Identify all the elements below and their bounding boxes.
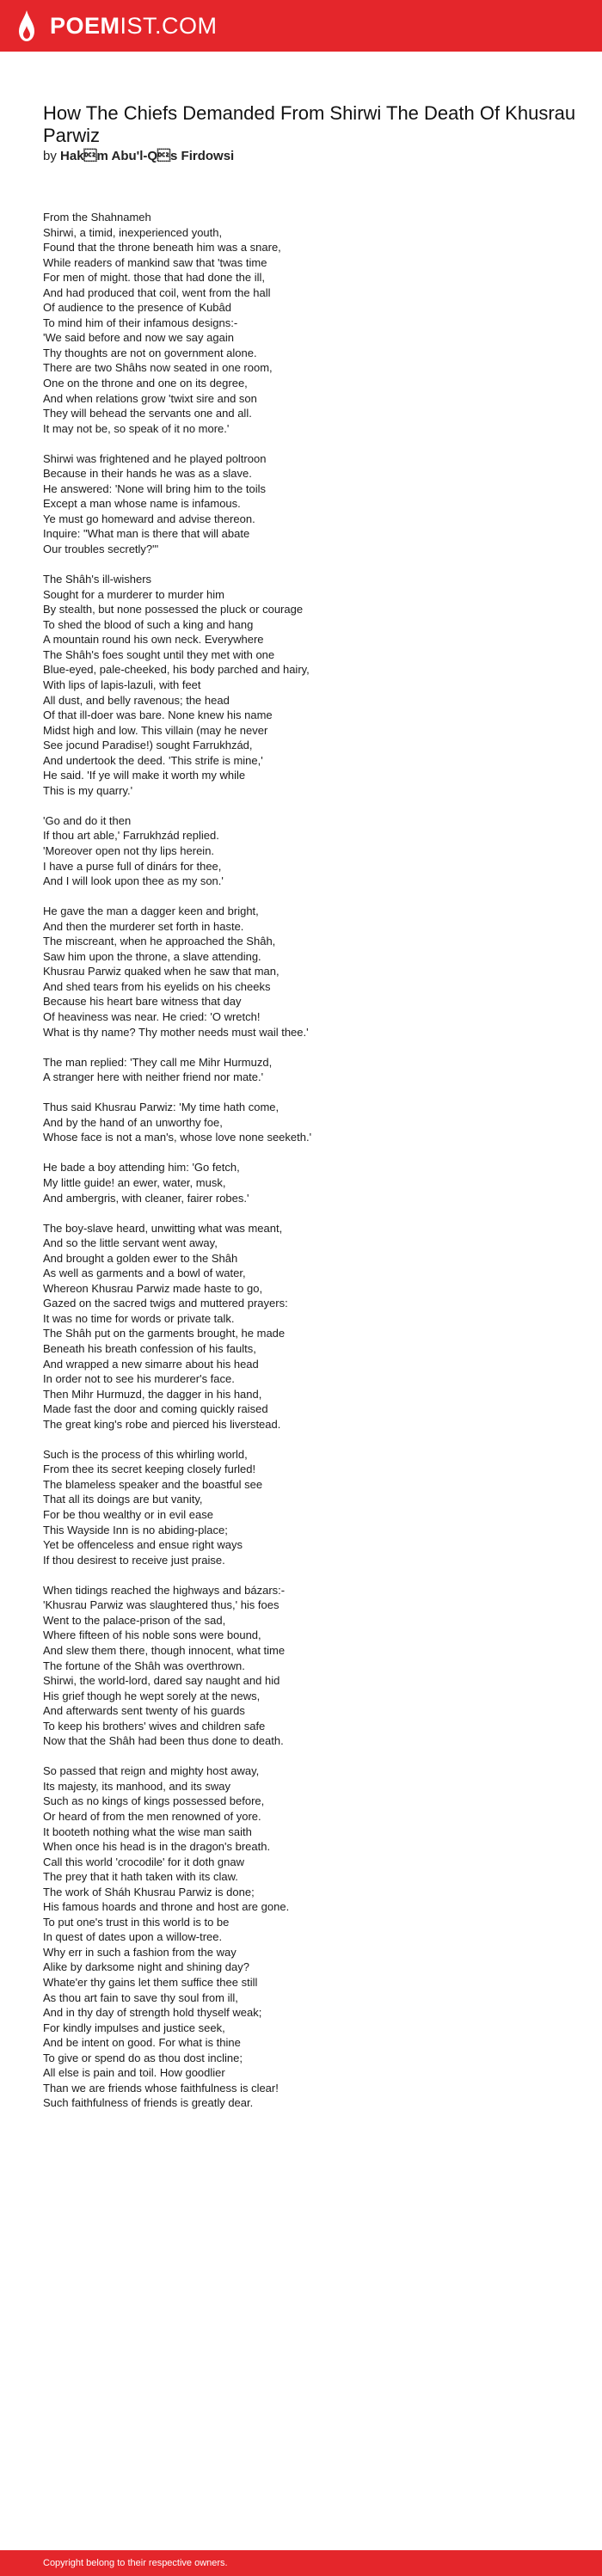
poem-line: Midst high and low. This villain (may he never (43, 723, 268, 737)
poem-stanza (43, 572, 576, 798)
poem-line: The man replied: 'They call me Mihr Hurmuzd, (43, 1055, 273, 1069)
poem-line: Went to the palace-prison of the sad, (43, 1613, 226, 1627)
poem-stanza (43, 1583, 576, 1749)
poem-line: Inquire: "What man is there that will abate (43, 527, 250, 541)
poem-line: When once his head is in the dragon's breath. (43, 1840, 271, 1854)
poem-line: Shirwi, a timid, inexperienced youth, (43, 225, 223, 239)
site-header (0, 0, 602, 52)
poem-line: The great king's robe and pierced his liverstead. (43, 1417, 281, 1431)
poem-line: Or heard of from the men renowned of yore. (43, 1809, 261, 1823)
poem-line: By stealth, but none possessed the pluck or courage (43, 603, 304, 616)
copyright-text: Copyright belong to their respective owners. (43, 2558, 228, 2568)
poem-line: The fortune of the Shâh was overthrown. (43, 1659, 245, 1672)
poem-line: Of that ill-doer was bare. None knew his name (43, 708, 273, 722)
poem-line: From the Shahnameh (43, 211, 151, 224)
poem-line: For be thou wealthy or in evil ease (43, 1508, 213, 1522)
logo-bold-text: POEM (50, 13, 120, 39)
poem-line: Because his heart bare witness that day (43, 995, 242, 1009)
site-footer (0, 2550, 602, 2576)
poem-stanza (43, 904, 576, 1040)
poem-line: It may not be, so speak of it no more.' (43, 421, 230, 435)
poem-line: To mind him of their infamous designs:- (43, 316, 238, 329)
poem-line: One on the throne and one on its degree, (43, 377, 248, 390)
poem-line: Because in their hands he was as a slave. (43, 467, 252, 481)
poem-stanza (43, 1100, 576, 1145)
poem-stanza (43, 451, 576, 557)
poem-line: Blue-eyed, pale-cheeked, his body parched and hairy, (43, 663, 310, 677)
poem-line: My little guide! an ewer, water, musk, (43, 1176, 226, 1189)
poem-line: Yet be offenceless and ensue right ways (43, 1538, 243, 1552)
poem-line: They will behead the servants one and all. (43, 407, 252, 420)
poem-stanza (43, 813, 576, 889)
poem-line: 'Khusrau Parwiz was slaughtered thus,' his foes (43, 1598, 280, 1612)
poem-line: His famous hoards and throne and host are gone. (43, 1900, 290, 1914)
poem-line: A mountain round his own neck. Everywhere (43, 633, 264, 647)
poem-line: And brought a golden ewer to the Shâh (43, 1251, 238, 1265)
poem-line: Such is the process of this whirling world, (43, 1447, 248, 1461)
poem-line: Ye must go homeward and advise thereon. (43, 512, 255, 525)
poem-title: How The Chiefs Demanded From Shirwi The Death Of Khusrau Parwiz (43, 102, 576, 146)
poem-line: See jocund Paradise!) sought Farrukhzád, (43, 739, 253, 752)
poem-line: 'We said before and now we say again (43, 331, 234, 345)
poem-line: There are two Shâhs now seated in one room, (43, 361, 273, 375)
poem-line: Of heaviness was near. He cried: 'O wretch! (43, 1009, 261, 1023)
poem-line: Its majesty, its manhood, and its sway (43, 1779, 230, 1793)
poem-stanza (43, 1160, 576, 1205)
poem-line: All dust, and belly ravenous; the head (43, 693, 230, 707)
poem-line: Our troubles secretly?"' (43, 543, 159, 556)
poem-line: For kindly impulses and justice seek, (43, 2021, 225, 2034)
poem-line: Whereon Khusrau Parwiz made haste to go, (43, 1281, 263, 1295)
poem-line: Khusrau Parwiz quaked when he saw that man, (43, 965, 280, 978)
poem-line: And shed tears from his eyelids on his cheeks (43, 979, 271, 993)
poem-line: I have a purse full of dinárs for thee, (43, 859, 222, 873)
author-link[interactable]: Hakm Abu'l-Qs Firdowsi (60, 149, 235, 163)
poem-line: In order not to see his murderer's face. (43, 1372, 235, 1386)
poem-line: Where fifteen of his noble sons were bound, (43, 1628, 261, 1642)
poem-line: And wrapped a new simarre about his head (43, 1357, 259, 1371)
poem-line: When tidings reached the highways and bázars:- (43, 1583, 286, 1597)
poem-line: His grief though he wept sorely at the news, (43, 1689, 261, 1702)
poem-line: Than we are friends whose faithfulness is clear! (43, 2081, 279, 2095)
poem-body (43, 210, 576, 2125)
poem-line: While readers of mankind saw that 'twas time (43, 255, 267, 269)
poem-line: Now that the Shâh had been thus done to death. (43, 1734, 284, 1748)
poem-line: In quest of dates upon a willow-tree. (43, 1930, 223, 1944)
site-logo[interactable] (50, 12, 218, 40)
poem-line: What is thy name? Thy mother needs must wail thee.' (43, 1025, 309, 1039)
poem-line: The prey that it hath taken with its claw. (43, 1870, 238, 1884)
poem-line: Whose face is not a man's, whose love none seeketh.' (43, 1131, 312, 1144)
poem-stanza (43, 1763, 576, 2111)
poem-stanza (43, 210, 576, 436)
poem-line: As well as garments and a bowl of water, (43, 1267, 246, 1280)
poem-line: Of audience to the presence of Kubâd (43, 301, 231, 315)
poem-line: And slew them there, though innocent, what time (43, 1643, 286, 1657)
byline-prefix: by (43, 149, 57, 163)
poem-line: Found that the throne beneath him was a snare, (43, 241, 281, 255)
poem-line: He bade a boy attending him: 'Go fetch, (43, 1161, 240, 1175)
poem-line: A stranger here with neither friend nor mate.' (43, 1070, 264, 1084)
poem-line: If thou art able,' Farrukhzád replied. (43, 829, 219, 843)
poem-line: The Shâh's ill-wishers (43, 573, 152, 586)
poem-line: And then the murderer set forth in haste. (43, 919, 244, 933)
poem-line: And afterwards sent twenty of his guards (43, 1704, 245, 1718)
poem-line: 'Go and do it then (43, 813, 132, 827)
poem-line: And ambergris, with cleaner, fairer robes.' (43, 1191, 249, 1205)
poem-line: And when relations grow 'twixt sire and son (43, 391, 257, 405)
poem-line: Alike by darksome night and shining day? (43, 1960, 249, 1974)
poem-line: And I will look upon thee as my son.' (43, 874, 224, 888)
poem-line: Shirwi was frightened and he played poltroon (43, 451, 267, 465)
poem-line: Call this world 'crocodile' for it doth gnaw (43, 1855, 245, 1868)
logo-light-text: IST.COM (120, 13, 218, 39)
poem-line: The Shâh's foes sought until they met with one (43, 647, 275, 661)
poem-line: This is my quarry.' (43, 783, 133, 797)
poem-line: To give or spend do as thou dost incline; (43, 2051, 243, 2064)
poem-line: From thee its secret keeping closely furled! (43, 1463, 256, 1476)
poem-line: Such as no kings of kings possessed before, (43, 1794, 265, 1808)
poem-line: 'Moreover open not thy lips herein. (43, 843, 215, 857)
poem-line: And in thy day of strength hold thyself weak; (43, 2006, 262, 2020)
poem-line: The blameless speaker and the boastful see (43, 1477, 263, 1491)
byline (43, 148, 234, 165)
poem-line: The boy-slave heard, unwitting what was meant, (43, 1221, 283, 1235)
poem-line: Beneath his breath confession of his faults, (43, 1342, 256, 1356)
poem-line: Gazed on the sacred twigs and muttered prayers: (43, 1297, 288, 1310)
poem-line: He gave the man a dagger keen and bright, (43, 905, 259, 918)
poem-line: Shirwi, the world-lord, dared say naught and hid (43, 1674, 280, 1688)
poem-line: Saw him upon the throne, a slave attending. (43, 949, 261, 963)
poem-line: To shed the blood of such a king and hang (43, 617, 254, 631)
poem-line: Sought for a murderer to murder him (43, 587, 224, 601)
poem-line: Then Mihr Hurmuzd, the dagger in his hand, (43, 1387, 262, 1401)
poem-line: The miscreant, when he approached the Shâh, (43, 935, 276, 948)
poem-line: He answered: 'None will bring him to the toils (43, 481, 266, 495)
poem-stanza (43, 1055, 576, 1085)
poem-line: And undertook the deed. 'This strife is mine,' (43, 753, 263, 767)
poem-line: All else is pain and toil. How goodlier (43, 2066, 225, 2080)
poem-stanza (43, 1221, 576, 1432)
poem-line: For men of might. those that had done the ill, (43, 271, 265, 285)
poem-line: Such faithfulness of friends is greatly dear. (43, 2096, 254, 2110)
poem-line: Made fast the door and coming quickly raised (43, 1402, 268, 1416)
poem-line: Thy thoughts are not on government alone. (43, 346, 257, 359)
poem-line: The Shâh put on the garments brought, he made (43, 1327, 286, 1340)
poem-line: That all its doings are but vanity, (43, 1493, 203, 1506)
poem-line: To keep his brothers' wives and children safe (43, 1719, 266, 1733)
poem-line: So passed that reign and mighty host away, (43, 1764, 260, 1778)
ink-drop-icon[interactable] (14, 9, 40, 43)
poem-line: To put one's trust in this world is to be (43, 1915, 230, 1929)
poem-line: The work of Sháh Khusrau Parwiz is done; (43, 1885, 255, 1898)
poem-line: And so the little servant went away, (43, 1236, 218, 1250)
poem-line: Except a man whose name is infamous. (43, 497, 241, 511)
poem-stanza (43, 1447, 576, 1567)
poem-line: With lips of lapis-lazuli, with feet (43, 678, 201, 691)
poem-line: And had produced that coil, went from the hall (43, 285, 271, 299)
poem-line: If thou desirest to receive just praise. (43, 1553, 225, 1567)
poem-line: Whate'er thy gains let them suffice thee still (43, 1975, 258, 1989)
poem-line: And be intent on good. For what is thine (43, 2036, 241, 2050)
poem-line: Thus said Khusrau Parwiz: 'My time hath come, (43, 1101, 280, 1114)
poem-line: It booteth nothing what the wise man saith (43, 1825, 252, 1838)
poem-line: As thou art fain to save thy soul from ill, (43, 1990, 238, 2004)
poem-line: Why err in such a fashion from the way (43, 1945, 236, 1959)
poem-line: This Wayside Inn is no abiding-place; (43, 1523, 228, 1536)
poem-line: He said. 'If ye will make it worth my while (43, 769, 246, 782)
poem-line: It was no time for words or private talk. (43, 1311, 235, 1325)
poem-line: And by the hand of an unworthy foe, (43, 1115, 223, 1129)
